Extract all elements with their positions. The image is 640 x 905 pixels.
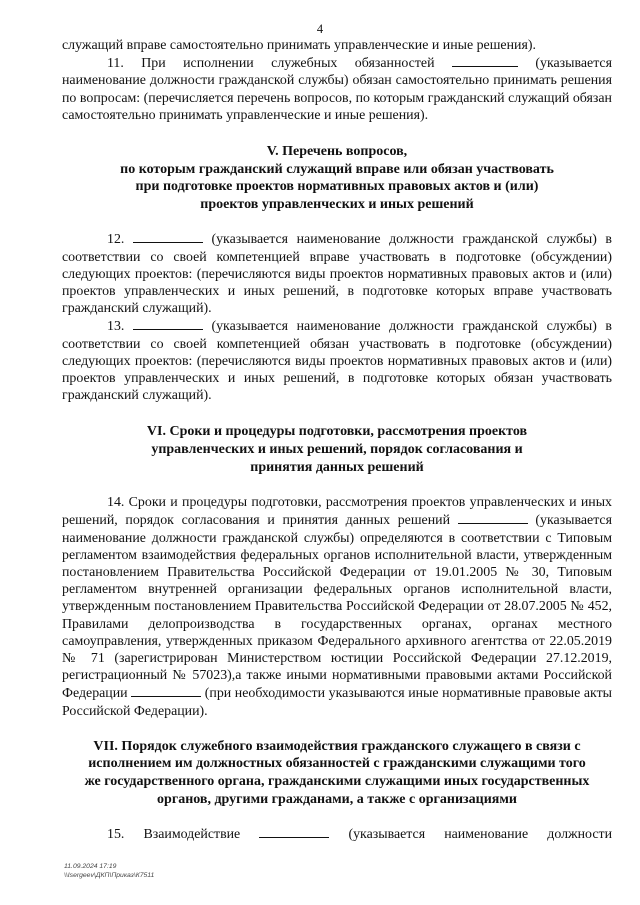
spacer xyxy=(62,213,612,230)
paragraph-13-number: 13. xyxy=(107,319,125,335)
section7-title-line1: VII. Порядок служебного взаимодействия гражданского служащего в связи с xyxy=(93,738,581,754)
paragraph-12 xyxy=(62,230,612,317)
spacer xyxy=(62,808,612,825)
section7-heading xyxy=(62,738,612,808)
section6-title-line2: управленческих и иных решений, порядок согласования и xyxy=(151,442,523,458)
section7-title-line2: исполнением им должностных обязанностей с гражданскими служащими того xyxy=(88,756,586,772)
spacer xyxy=(62,476,612,494)
section5-heading xyxy=(62,143,612,213)
section6-heading xyxy=(62,423,612,476)
paragraph-14-middle: (указывается наименование должности гражданской службы) определяются в соответствии с Типовым регламентом взаимодействия федеральных органов исполнительной власти, утвержденным постановлением Правительства Российской Федерации от 19.01.2005 № 30, Типовым регламентом внутренней организации федеральных органов исполнительной власти, утвержденным постановлением Правительства Российской Федерации от 28.07.2005 № 452, Правилами делопроизводства в государственных органах, органах местного самоуправления, утвержденных приказом Федерального архивного агентства от 22.05.2019 № 71 (зарегистрирован Министерством юстиции Российской Федерации 27.12.2019, регистрационный № 57023),а также иными нормативными правовыми актами Российской Федерации xyxy=(62,513,612,702)
footer-file-path: \\Isergeev\ДКП\Приказ\К7511 xyxy=(64,872,155,879)
spacer xyxy=(62,720,612,738)
paragraph-15-start: 15. Взаимодействие xyxy=(107,827,241,843)
section6-title-line3: принятия данных решений xyxy=(250,459,424,475)
footer-timestamp: 11.09.2024 17:19 xyxy=(64,863,117,870)
paragraph-14-end: (при необходимости указываются иные нормативные правовые акты Российской Федерации). xyxy=(62,686,613,719)
paragraph-11-start: 11. При исполнении служебных обязанностей xyxy=(107,56,435,72)
position-blank xyxy=(133,230,203,243)
section7-title-line4: органов, другими гражданами, а также с организациями xyxy=(157,791,517,807)
document-footer xyxy=(64,862,154,880)
section6-title-line1: VI. Сроки и процедуры подготовки, рассмотрения проектов xyxy=(146,424,528,440)
spacer xyxy=(62,404,612,423)
paragraph-15 xyxy=(62,825,612,843)
section7-title-line3: же государственного органа, гражданскими служащими иных государственных xyxy=(84,774,590,790)
paragraph-11 xyxy=(62,54,612,124)
paragraph-14-start: 14. Сроки и процедуры подготовки, рассмотрения проектов управленческих и иных решений, порядок согласования и принятия данных решений xyxy=(62,495,612,529)
position-blank xyxy=(133,317,203,330)
paragraph-12-text: (указывается наименование должности гражданской службы) в соответствии со своей компетенцией вправе участвовать в подготовке (обсуждении) следующих проектов: (перечисляются виды проектов нормативных правовых актов и (или) проектов управленческих и иных решений, в подготовке которых вправе участвовать гражданский служащий). xyxy=(62,232,612,317)
paragraph-14 xyxy=(62,494,612,720)
document-body xyxy=(62,37,612,843)
section5-title-line2: по которым гражданский служащий вправе или обязан участвовать xyxy=(120,161,554,177)
legal-acts-blank xyxy=(131,684,201,697)
paragraph-11-end: (указывается наименование должности гражданской службы) обязан самостоятельно принимать решения по вопросам: (перечисляется перечень вопросов, по которым гражданский служащий обязан самостоятельно принимать управленческие и иные решения). xyxy=(62,56,612,123)
position-blank xyxy=(458,511,528,524)
spacer xyxy=(62,124,612,143)
paragraph-12-number: 12. xyxy=(107,232,125,248)
position-blank xyxy=(452,54,518,67)
page-number: 4 xyxy=(316,22,324,36)
position-blank xyxy=(259,825,329,838)
section4-tail: служащий вправе самостоятельно принимать управленческие и иные решения). xyxy=(62,38,536,53)
section5-title-line3: при подготовке проектов нормативных правовых актов и (или) xyxy=(135,179,539,195)
section5-title-line4: проектов управленческих и иных решений xyxy=(200,196,474,212)
section5-title-line1: V. Перечень вопросов, xyxy=(266,144,408,160)
paragraph-15-end: (указывается наименование должности xyxy=(348,827,612,843)
paragraph-13-text: (указывается наименование должности гражданской службы) в соответствии со своей компетенцией обязан участвовать в подготовке (обсуждении) следующих проектов: (перечисляются виды проектов нормативных правовых актов и (или) проектов управленческих и иных решений, в подготовке которых обязан участвовать гражданский служащий). xyxy=(62,319,612,404)
paragraph-13 xyxy=(62,317,612,404)
